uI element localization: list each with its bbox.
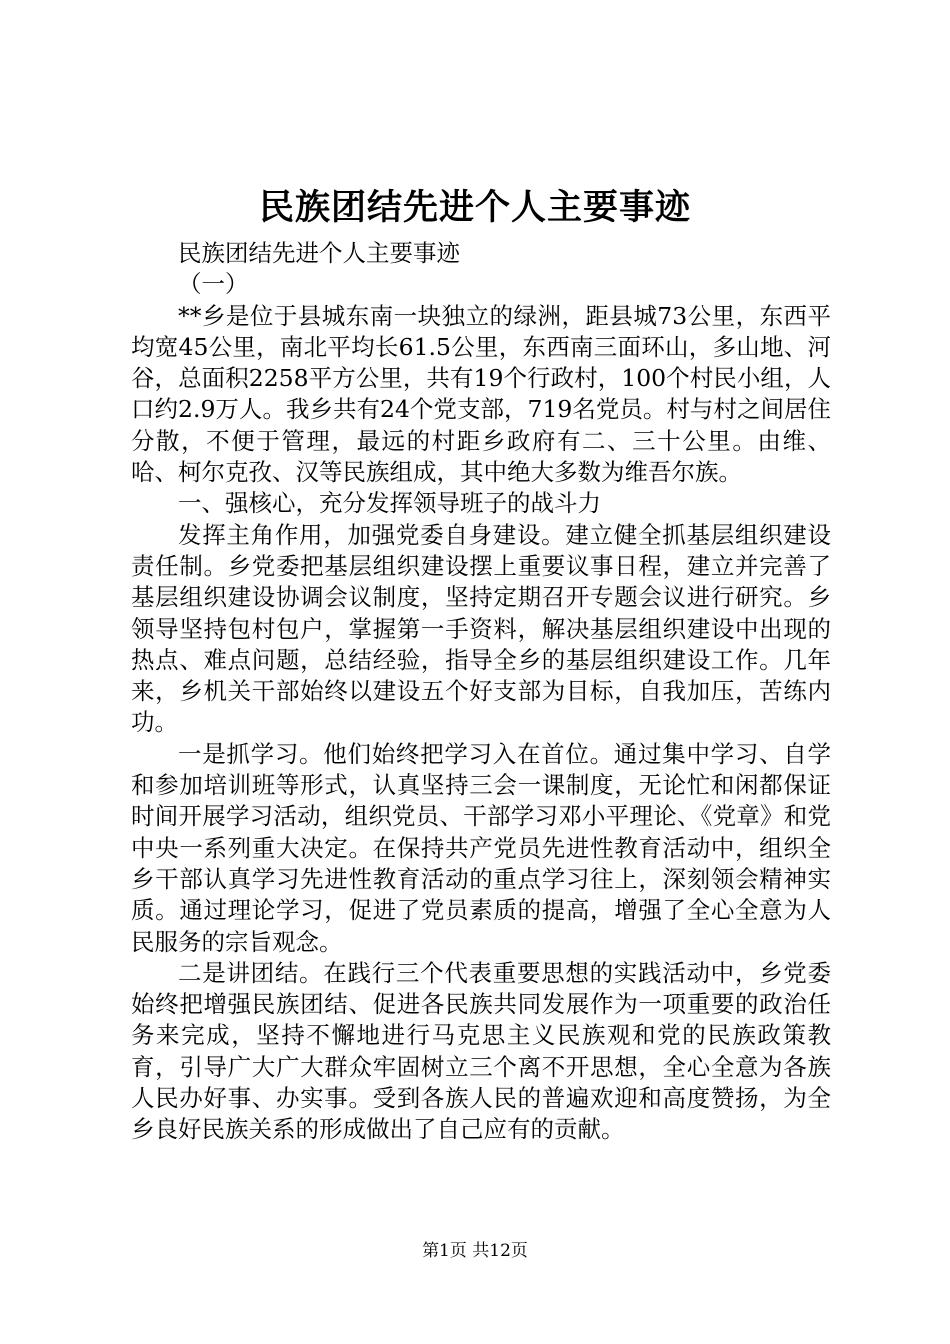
paragraph-section-marker: （一）	[178, 270, 249, 299]
paragraph-party-building: 发挥主角作用，加强党委自身建设。建立健全抓基层组织建设责任制。乡党委把基层组织建设摆上重要议事日程，建立并完善了基层组织建设协调会议制度，坚持定期召开专题会议进行研究。乡领导坚持包村包户，掌握第一手资料，解决基层组织建设中出现的热点、难点问题，总结经验，指导全乡的基层组织建设工作。几年来，乡机关干部始终以建设五个好支部为目标，自我加压，苦练内功。	[131, 520, 831, 737]
paragraph-study: 一是抓学习。他们始终把学习入在首位。通过集中学习、自学和参加培训班等形式，认真坚持三会一课制度，无论忙和闲都保证时间开展学习活动，组织党员、干部学习邓小平理论、《党章》和党中央一系列重大决定。在保持共产党员先进性教育活动中，组织全乡干部认真学习先进性教育活动的重点学习往上，深刻领会精神实质。通过理论学习，促进了党员素质的提高，增强了全心全意为人民服务的宗旨观念。	[131, 739, 831, 956]
paragraph-intro: **乡是位于县城东南一块独立的绿洲，距县城73公里，东西平均宽45公里，南北平均长61.5公里，东西南三面环山，多山地、河谷，总面积2258平方公里，共有19个行政村，100个村民小组，人口约2.9万人。我乡共有24个党支部，719名党员。村与村之间居住分散，不便于管理，最远的村距乡政府有二、三十公里。由维、哈、柯尔克孜、汉等民族组成，其中绝大多数为维吾尔族。	[131, 301, 831, 487]
paragraph-subtitle: 民族团结先进个人主要事迹	[178, 239, 460, 267]
document-title: 民族团结先进个人主要事迹	[258, 187, 691, 228]
document-body	[131, 238, 831, 1146]
paragraph-heading-1: 一、强核心，充分发挥领导班子的战斗力	[178, 489, 601, 518]
page-footer: 第1页 共12页	[422, 1241, 528, 1261]
paragraph-unity: 二是讲团结。在践行三个代表重要思想的实践活动中，乡党委始终把增强民族团结、促进各民族共同发展作为一项重要的政治任务来完成，坚持不懈地进行马克思主义民族观和党的民族政策教育，引导广大广大群众牢固树立三个离不开思想，全心全意为各族人民办好事、办实事。受到各族人民的普遍欢迎和高度赞扬，为全乡良好民族关系的形成做出了自己应有的贡献。	[131, 958, 831, 1144]
